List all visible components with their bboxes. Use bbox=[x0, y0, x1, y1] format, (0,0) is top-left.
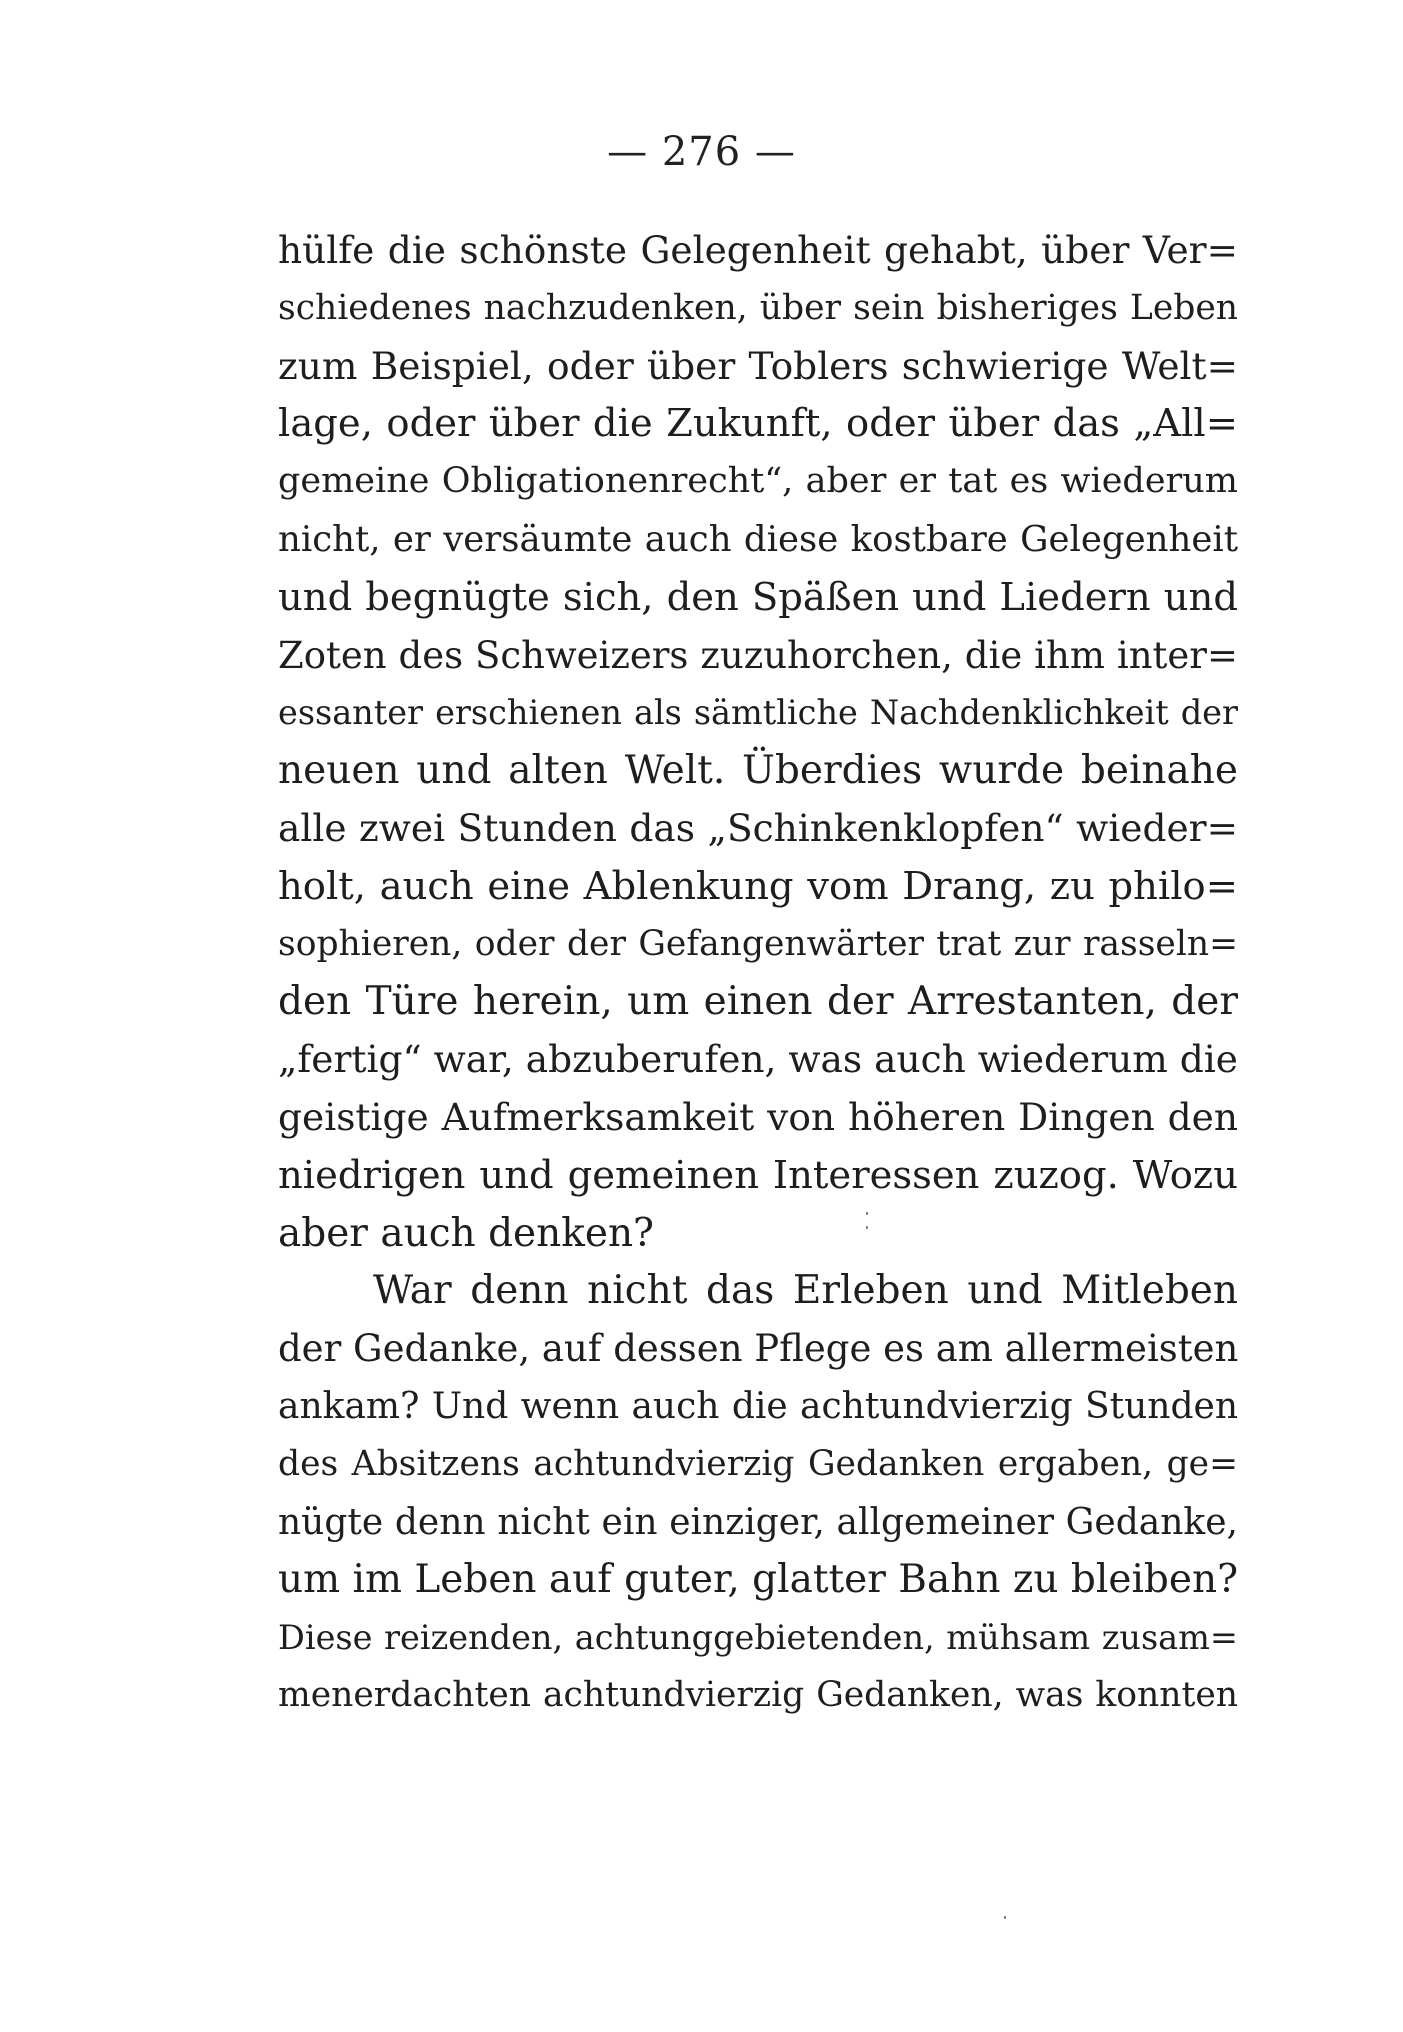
text-line: nügte denn nicht ein einziger, allgemeiner Gedanke, bbox=[278, 1501, 1238, 1543]
text-line: aber auch denken? bbox=[278, 1210, 654, 1256]
print-speck bbox=[866, 1226, 868, 1229]
print-speck bbox=[1004, 1916, 1006, 1919]
text-line: neuen und alten Welt. Überdies wurde beinahe bbox=[278, 748, 1238, 794]
text-line: um im Leben auf guter, glatter Bahn zu bleiben? bbox=[278, 1557, 1238, 1603]
text-line: zum Beispiel, oder über Toblers schwierige Welt= bbox=[278, 343, 1238, 388]
print-speck bbox=[866, 1212, 868, 1215]
text-line: niedrigen und gemeinen Interessen zuzog. Wozu bbox=[278, 1152, 1238, 1198]
text-line: alle zwei Stunden das „Schinkenklopfen“ wieder= bbox=[278, 805, 1238, 850]
text-line: nicht, er versäumte auch diese kostbare Gelegenheit bbox=[278, 518, 1238, 560]
text-line: geistige Aufmerksamkeit von höheren Dingen den bbox=[278, 1094, 1238, 1139]
text-line: holt, auch eine Ablenkung vom Drang, zu philo= bbox=[278, 863, 1238, 909]
text-line: Zoten des Schweizers zuzuhorchen, die ihm inter= bbox=[278, 633, 1238, 677]
text-line: den Türe herein, um einen der Arrestanten, der bbox=[278, 979, 1238, 1025]
text-line: des Absitzens achtundvierzig Gedanken ergaben, ge= bbox=[278, 1443, 1238, 1484]
text-line: menerdachten achtundvierzig Gedanken, was konnten bbox=[278, 1674, 1238, 1715]
text-line: schiedenes nachzudenken, über sein bisheriges Leben bbox=[278, 287, 1238, 328]
text-line: der Gedanke, auf dessen Pflege es am allermeisten bbox=[278, 1327, 1238, 1371]
page-number: — 276 — bbox=[607, 129, 796, 175]
text-line: essanter erschienen als sämtliche Nachdenklichkeit der bbox=[278, 693, 1238, 733]
text-line: Diese reizenden, achtunggebietenden, mühsam zusam= bbox=[278, 1618, 1238, 1658]
text-line: gemeine Obligationenrecht“, aber er tat es wiederum bbox=[278, 461, 1238, 502]
text-line: und begnügte sich, den Späßen und Liedern und bbox=[278, 574, 1238, 620]
text-line: lage, oder über die Zukunft, oder über das „All= bbox=[278, 401, 1238, 447]
text-line: sophieren, oder der Gefangenwärter trat zur rasseln= bbox=[278, 923, 1238, 964]
text-line: ankam? Und wenn auch die achtundvierzig Stunden bbox=[278, 1385, 1238, 1427]
text-line: „fertig“ war, abzuberufen, was auch wiederum die bbox=[278, 1037, 1238, 1082]
text-line: War denn nicht das Erleben und Mitleben bbox=[373, 1268, 1238, 1314]
body-text bbox=[278, 222, 1238, 1725]
text-line: hülfe die schönste Gelegenheit gehabt, über Ver= bbox=[278, 228, 1238, 272]
